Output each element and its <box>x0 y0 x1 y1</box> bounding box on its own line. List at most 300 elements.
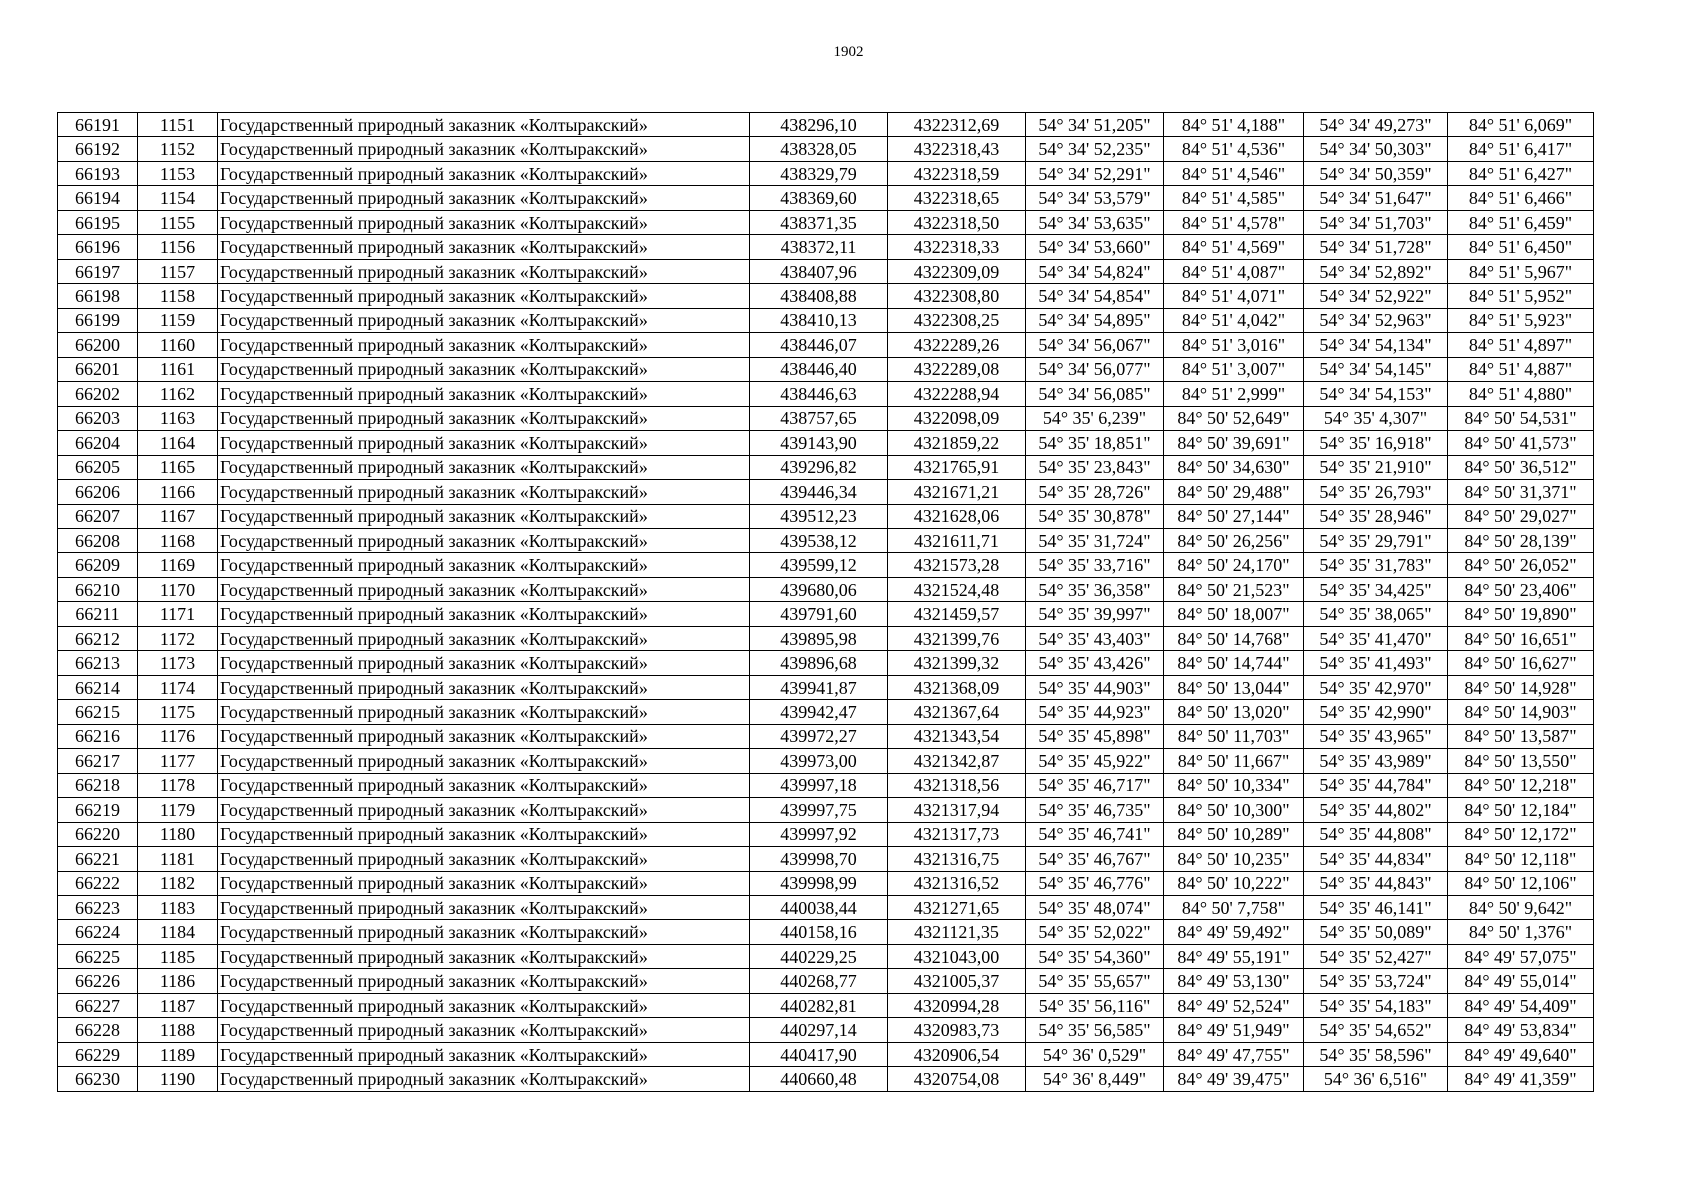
object-name-cell: Государственный природный заказник «Колтыракский» <box>218 1067 750 1091</box>
longitude-2-cell: 84° 50' 12,106" <box>1448 871 1594 895</box>
y-coordinate-cell: 4321399,76 <box>888 626 1026 650</box>
longitude-1-cell: 84° 50' 13,020" <box>1164 700 1304 724</box>
point-number-cell: 1173 <box>138 651 218 675</box>
object-name-cell: Государственный природный заказник «Колтыракский» <box>218 308 750 332</box>
row-number-cell: 66223 <box>58 896 138 920</box>
table-row <box>58 798 1594 822</box>
longitude-1-cell: 84° 50' 10,222" <box>1164 871 1304 895</box>
latitude-1-cell: 54° 35' 18,851" <box>1026 431 1164 455</box>
longitude-1-cell: 84° 50' 13,044" <box>1164 675 1304 699</box>
point-number-cell: 1183 <box>138 896 218 920</box>
row-number-cell: 66217 <box>58 749 138 773</box>
point-number-cell: 1156 <box>138 235 218 259</box>
row-number-cell: 66202 <box>58 382 138 406</box>
longitude-2-cell: 84° 49' 55,014" <box>1448 969 1594 993</box>
latitude-2-cell: 54° 34' 54,153" <box>1304 382 1448 406</box>
y-coordinate-cell: 4321318,56 <box>888 773 1026 797</box>
x-coordinate-cell: 439512,23 <box>750 504 888 528</box>
y-coordinate-cell: 4322318,43 <box>888 137 1026 161</box>
latitude-1-cell: 54° 35' 56,116" <box>1026 993 1164 1017</box>
latitude-1-cell: 54° 35' 30,878" <box>1026 504 1164 528</box>
longitude-2-cell: 84° 50' 19,890" <box>1448 602 1594 626</box>
longitude-1-cell: 84° 50' 52,649" <box>1164 406 1304 430</box>
object-name-cell: Государственный природный заказник «Колтыракский» <box>218 137 750 161</box>
longitude-2-cell: 84° 50' 41,573" <box>1448 431 1594 455</box>
latitude-1-cell: 54° 34' 54,854" <box>1026 284 1164 308</box>
table-row <box>58 969 1594 993</box>
table-row <box>58 431 1594 455</box>
y-coordinate-cell: 4322312,69 <box>888 113 1026 137</box>
point-number-cell: 1185 <box>138 944 218 968</box>
point-number-cell: 1175 <box>138 700 218 724</box>
longitude-1-cell: 84° 49' 59,492" <box>1164 920 1304 944</box>
longitude-2-cell: 84° 50' 14,903" <box>1448 700 1594 724</box>
latitude-1-cell: 54° 34' 53,579" <box>1026 186 1164 210</box>
coordinates-table <box>57 112 1594 1092</box>
longitude-1-cell: 84° 50' 10,289" <box>1164 822 1304 846</box>
row-number-cell: 66196 <box>58 235 138 259</box>
longitude-2-cell: 84° 50' 23,406" <box>1448 577 1594 601</box>
object-name-cell: Государственный природный заказник «Колтыракский» <box>218 431 750 455</box>
latitude-2-cell: 54° 35' 42,990" <box>1304 700 1448 724</box>
object-name-cell: Государственный природный заказник «Колтыракский» <box>218 651 750 675</box>
object-name-cell: Государственный природный заказник «Колтыракский» <box>218 749 750 773</box>
y-coordinate-cell: 4321399,32 <box>888 651 1026 675</box>
row-number-cell: 66225 <box>58 944 138 968</box>
latitude-1-cell: 54° 35' 55,657" <box>1026 969 1164 993</box>
latitude-1-cell: 54° 35' 39,997" <box>1026 602 1164 626</box>
longitude-2-cell: 84° 49' 41,359" <box>1448 1067 1594 1091</box>
longitude-1-cell: 84° 50' 21,523" <box>1164 577 1304 601</box>
row-number-cell: 66214 <box>58 675 138 699</box>
y-coordinate-cell: 4321628,06 <box>888 504 1026 528</box>
x-coordinate-cell: 438372,11 <box>750 235 888 259</box>
x-coordinate-cell: 439538,12 <box>750 528 888 552</box>
latitude-1-cell: 54° 35' 33,716" <box>1026 553 1164 577</box>
object-name-cell: Государственный природный заказник «Колтыракский» <box>218 1018 750 1042</box>
latitude-1-cell: 54° 34' 54,824" <box>1026 259 1164 283</box>
latitude-1-cell: 54° 34' 54,895" <box>1026 308 1164 332</box>
latitude-1-cell: 54° 35' 46,767" <box>1026 847 1164 871</box>
longitude-2-cell: 84° 51' 4,880" <box>1448 382 1594 406</box>
latitude-2-cell: 54° 35' 4,307" <box>1304 406 1448 430</box>
table-row <box>58 749 1594 773</box>
y-coordinate-cell: 4321367,64 <box>888 700 1026 724</box>
longitude-2-cell: 84° 51' 5,967" <box>1448 259 1594 283</box>
y-coordinate-cell: 4321005,37 <box>888 969 1026 993</box>
row-number-cell: 66192 <box>58 137 138 161</box>
latitude-1-cell: 54° 36' 8,449" <box>1026 1067 1164 1091</box>
x-coordinate-cell: 439599,12 <box>750 553 888 577</box>
latitude-1-cell: 54° 35' 48,074" <box>1026 896 1164 920</box>
longitude-1-cell: 84° 50' 7,758" <box>1164 896 1304 920</box>
table-row <box>58 504 1594 528</box>
point-number-cell: 1171 <box>138 602 218 626</box>
x-coordinate-cell: 439896,68 <box>750 651 888 675</box>
latitude-2-cell: 54° 35' 53,724" <box>1304 969 1448 993</box>
point-number-cell: 1158 <box>138 284 218 308</box>
row-number-cell: 66218 <box>58 773 138 797</box>
longitude-1-cell: 84° 50' 11,667" <box>1164 749 1304 773</box>
x-coordinate-cell: 440229,25 <box>750 944 888 968</box>
point-number-cell: 1153 <box>138 161 218 185</box>
row-number-cell: 66199 <box>58 308 138 332</box>
longitude-2-cell: 84° 51' 6,417" <box>1448 137 1594 161</box>
object-name-cell: Государственный природный заказник «Колтыракский» <box>218 357 750 381</box>
object-name-cell: Государственный природный заказник «Колтыракский» <box>218 480 750 504</box>
row-number-cell: 66221 <box>58 847 138 871</box>
latitude-2-cell: 54° 35' 26,793" <box>1304 480 1448 504</box>
object-name-cell: Государственный природный заказник «Колтыракский» <box>218 259 750 283</box>
row-number-cell: 66227 <box>58 993 138 1017</box>
longitude-1-cell: 84° 51' 3,016" <box>1164 333 1304 357</box>
latitude-2-cell: 54° 34' 52,922" <box>1304 284 1448 308</box>
page-number: 1902 <box>833 44 864 60</box>
longitude-1-cell: 84° 49' 52,524" <box>1164 993 1304 1017</box>
point-number-cell: 1151 <box>138 113 218 137</box>
longitude-2-cell: 84° 51' 4,887" <box>1448 357 1594 381</box>
longitude-1-cell: 84° 50' 24,170" <box>1164 553 1304 577</box>
row-number-cell: 66207 <box>58 504 138 528</box>
row-number-cell: 66211 <box>58 602 138 626</box>
longitude-1-cell: 84° 50' 26,256" <box>1164 528 1304 552</box>
longitude-2-cell: 84° 50' 28,139" <box>1448 528 1594 552</box>
y-coordinate-cell: 4321316,52 <box>888 871 1026 895</box>
row-number-cell: 66194 <box>58 186 138 210</box>
point-number-cell: 1152 <box>138 137 218 161</box>
latitude-1-cell: 54° 35' 44,923" <box>1026 700 1164 724</box>
y-coordinate-cell: 4321343,54 <box>888 724 1026 748</box>
x-coordinate-cell: 440038,44 <box>750 896 888 920</box>
object-name-cell: Государственный природный заказник «Колтыракский» <box>218 553 750 577</box>
longitude-2-cell: 84° 50' 14,928" <box>1448 675 1594 699</box>
longitude-1-cell: 84° 49' 53,130" <box>1164 969 1304 993</box>
longitude-2-cell: 84° 50' 54,531" <box>1448 406 1594 430</box>
row-number-cell: 66193 <box>58 161 138 185</box>
latitude-1-cell: 54° 35' 31,724" <box>1026 528 1164 552</box>
table-row <box>58 161 1594 185</box>
latitude-1-cell: 54° 35' 36,358" <box>1026 577 1164 601</box>
point-number-cell: 1186 <box>138 969 218 993</box>
x-coordinate-cell: 439446,34 <box>750 480 888 504</box>
latitude-2-cell: 54° 34' 52,963" <box>1304 308 1448 332</box>
latitude-1-cell: 54° 35' 46,741" <box>1026 822 1164 846</box>
longitude-1-cell: 84° 50' 34,630" <box>1164 455 1304 479</box>
x-coordinate-cell: 439998,70 <box>750 847 888 871</box>
y-coordinate-cell: 4322318,33 <box>888 235 1026 259</box>
point-number-cell: 1162 <box>138 382 218 406</box>
latitude-1-cell: 54° 35' 54,360" <box>1026 944 1164 968</box>
table-row <box>58 724 1594 748</box>
longitude-1-cell: 84° 51' 4,546" <box>1164 161 1304 185</box>
table-row <box>58 333 1594 357</box>
point-number-cell: 1167 <box>138 504 218 528</box>
latitude-1-cell: 54° 35' 52,022" <box>1026 920 1164 944</box>
y-coordinate-cell: 4320994,28 <box>888 993 1026 1017</box>
point-number-cell: 1179 <box>138 798 218 822</box>
x-coordinate-cell: 439997,18 <box>750 773 888 797</box>
longitude-2-cell: 84° 49' 49,640" <box>1448 1042 1594 1066</box>
x-coordinate-cell: 438408,88 <box>750 284 888 308</box>
latitude-2-cell: 54° 34' 54,145" <box>1304 357 1448 381</box>
point-number-cell: 1184 <box>138 920 218 944</box>
y-coordinate-cell: 4322289,08 <box>888 357 1026 381</box>
y-coordinate-cell: 4321316,75 <box>888 847 1026 871</box>
table-row <box>58 920 1594 944</box>
latitude-2-cell: 54° 35' 44,784" <box>1304 773 1448 797</box>
longitude-2-cell: 84° 49' 54,409" <box>1448 993 1594 1017</box>
longitude-2-cell: 84° 50' 13,587" <box>1448 724 1594 748</box>
x-coordinate-cell: 438369,60 <box>750 186 888 210</box>
row-number-cell: 66222 <box>58 871 138 895</box>
row-number-cell: 66208 <box>58 528 138 552</box>
longitude-2-cell: 84° 49' 53,834" <box>1448 1018 1594 1042</box>
longitude-2-cell: 84° 51' 4,897" <box>1448 333 1594 357</box>
object-name-cell: Государственный природный заказник «Колтыракский» <box>218 920 750 944</box>
y-coordinate-cell: 4321317,94 <box>888 798 1026 822</box>
latitude-2-cell: 54° 35' 58,596" <box>1304 1042 1448 1066</box>
y-coordinate-cell: 4321342,87 <box>888 749 1026 773</box>
latitude-1-cell: 54° 34' 52,291" <box>1026 161 1164 185</box>
table-row <box>58 993 1594 1017</box>
latitude-2-cell: 54° 35' 29,791" <box>1304 528 1448 552</box>
latitude-2-cell: 54° 35' 44,808" <box>1304 822 1448 846</box>
longitude-1-cell: 84° 50' 10,300" <box>1164 798 1304 822</box>
x-coordinate-cell: 440282,81 <box>750 993 888 1017</box>
point-number-cell: 1166 <box>138 480 218 504</box>
object-name-cell: Государственный природный заказник «Колтыракский» <box>218 210 750 234</box>
x-coordinate-cell: 439895,98 <box>750 626 888 650</box>
y-coordinate-cell: 4321317,73 <box>888 822 1026 846</box>
x-coordinate-cell: 440417,90 <box>750 1042 888 1066</box>
latitude-2-cell: 54° 34' 51,728" <box>1304 235 1448 259</box>
latitude-1-cell: 54° 34' 51,205" <box>1026 113 1164 137</box>
y-coordinate-cell: 4320754,08 <box>888 1067 1026 1091</box>
latitude-2-cell: 54° 34' 50,359" <box>1304 161 1448 185</box>
object-name-cell: Государственный природный заказник «Колтыракский» <box>218 455 750 479</box>
latitude-2-cell: 54° 35' 41,470" <box>1304 626 1448 650</box>
table-row <box>58 675 1594 699</box>
x-coordinate-cell: 438446,07 <box>750 333 888 357</box>
latitude-2-cell: 54° 35' 54,183" <box>1304 993 1448 1017</box>
longitude-1-cell: 84° 49' 47,755" <box>1164 1042 1304 1066</box>
row-number-cell: 66197 <box>58 259 138 283</box>
x-coordinate-cell: 440660,48 <box>750 1067 888 1091</box>
point-number-cell: 1180 <box>138 822 218 846</box>
x-coordinate-cell: 439143,90 <box>750 431 888 455</box>
object-name-cell: Государственный природный заказник «Колтыракский» <box>218 871 750 895</box>
y-coordinate-cell: 4321043,00 <box>888 944 1026 968</box>
point-number-cell: 1165 <box>138 455 218 479</box>
point-number-cell: 1181 <box>138 847 218 871</box>
latitude-1-cell: 54° 34' 52,235" <box>1026 137 1164 161</box>
x-coordinate-cell: 438410,13 <box>750 308 888 332</box>
object-name-cell: Государственный природный заказник «Колтыракский» <box>218 944 750 968</box>
latitude-2-cell: 54° 35' 42,970" <box>1304 675 1448 699</box>
y-coordinate-cell: 4321271,65 <box>888 896 1026 920</box>
y-coordinate-cell: 4322318,59 <box>888 161 1026 185</box>
latitude-1-cell: 54° 34' 53,660" <box>1026 235 1164 259</box>
x-coordinate-cell: 438371,35 <box>750 210 888 234</box>
x-coordinate-cell: 439997,92 <box>750 822 888 846</box>
row-number-cell: 66215 <box>58 700 138 724</box>
longitude-1-cell: 84° 49' 39,475" <box>1164 1067 1304 1091</box>
point-number-cell: 1176 <box>138 724 218 748</box>
y-coordinate-cell: 4321121,35 <box>888 920 1026 944</box>
longitude-2-cell: 84° 51' 6,450" <box>1448 235 1594 259</box>
latitude-1-cell: 54° 35' 43,403" <box>1026 626 1164 650</box>
y-coordinate-cell: 4322318,50 <box>888 210 1026 234</box>
table-row <box>58 1042 1594 1066</box>
point-number-cell: 1177 <box>138 749 218 773</box>
object-name-cell: Государственный природный заказник «Колтыракский» <box>218 847 750 871</box>
longitude-2-cell: 84° 49' 57,075" <box>1448 944 1594 968</box>
table-row <box>58 259 1594 283</box>
x-coordinate-cell: 439296,82 <box>750 455 888 479</box>
point-number-cell: 1189 <box>138 1042 218 1066</box>
x-coordinate-cell: 439941,87 <box>750 675 888 699</box>
table-row <box>58 455 1594 479</box>
object-name-cell: Государственный природный заказник «Колтыракский» <box>218 602 750 626</box>
longitude-1-cell: 84° 51' 4,536" <box>1164 137 1304 161</box>
object-name-cell: Государственный природный заказник «Колтыракский» <box>218 333 750 357</box>
table-row <box>58 896 1594 920</box>
y-coordinate-cell: 4320906,54 <box>888 1042 1026 1066</box>
table-row <box>58 871 1594 895</box>
longitude-1-cell: 84° 50' 39,691" <box>1164 431 1304 455</box>
x-coordinate-cell: 439997,75 <box>750 798 888 822</box>
latitude-2-cell: 54° 35' 34,425" <box>1304 577 1448 601</box>
point-number-cell: 1170 <box>138 577 218 601</box>
row-number-cell: 66228 <box>58 1018 138 1042</box>
table-body <box>58 113 1594 1092</box>
latitude-2-cell: 54° 35' 44,802" <box>1304 798 1448 822</box>
y-coordinate-cell: 4321859,22 <box>888 431 1026 455</box>
latitude-2-cell: 54° 34' 54,134" <box>1304 333 1448 357</box>
y-coordinate-cell: 4321459,57 <box>888 602 1026 626</box>
point-number-cell: 1188 <box>138 1018 218 1042</box>
table-row <box>58 1018 1594 1042</box>
object-name-cell: Государственный природный заказник «Колтыракский» <box>218 528 750 552</box>
object-name-cell: Государственный природный заказник «Колтыракский» <box>218 235 750 259</box>
longitude-2-cell: 84° 50' 16,627" <box>1448 651 1594 675</box>
object-name-cell: Государственный природный заказник «Колтыракский» <box>218 724 750 748</box>
y-coordinate-cell: 4322288,94 <box>888 382 1026 406</box>
longitude-1-cell: 84° 50' 29,488" <box>1164 480 1304 504</box>
x-coordinate-cell: 438446,63 <box>750 382 888 406</box>
row-number-cell: 66206 <box>58 480 138 504</box>
x-coordinate-cell: 440158,16 <box>750 920 888 944</box>
longitude-1-cell: 84° 51' 4,087" <box>1164 259 1304 283</box>
object-name-cell: Государственный природный заказник «Колтыракский» <box>218 798 750 822</box>
row-number-cell: 66229 <box>58 1042 138 1066</box>
table-row <box>58 113 1594 137</box>
point-number-cell: 1154 <box>138 186 218 210</box>
table-row <box>58 944 1594 968</box>
x-coordinate-cell: 439998,99 <box>750 871 888 895</box>
longitude-1-cell: 84° 51' 3,007" <box>1164 357 1304 381</box>
latitude-2-cell: 54° 35' 21,910" <box>1304 455 1448 479</box>
point-number-cell: 1174 <box>138 675 218 699</box>
longitude-2-cell: 84° 50' 12,118" <box>1448 847 1594 871</box>
object-name-cell: Государственный природный заказник «Колтыракский» <box>218 700 750 724</box>
y-coordinate-cell: 4322289,26 <box>888 333 1026 357</box>
table-row <box>58 553 1594 577</box>
table-row <box>58 357 1594 381</box>
object-name-cell: Государственный природный заказник «Колтыракский» <box>218 113 750 137</box>
row-number-cell: 66226 <box>58 969 138 993</box>
latitude-2-cell: 54° 35' 28,946" <box>1304 504 1448 528</box>
table-row <box>58 210 1594 234</box>
y-coordinate-cell: 4322318,65 <box>888 186 1026 210</box>
y-coordinate-cell: 4321368,09 <box>888 675 1026 699</box>
longitude-2-cell: 84° 50' 1,376" <box>1448 920 1594 944</box>
x-coordinate-cell: 438757,65 <box>750 406 888 430</box>
latitude-1-cell: 54° 34' 56,067" <box>1026 333 1164 357</box>
object-name-cell: Государственный природный заказник «Колтыракский» <box>218 773 750 797</box>
latitude-1-cell: 54° 35' 45,922" <box>1026 749 1164 773</box>
table-row <box>58 235 1594 259</box>
table-row <box>58 382 1594 406</box>
latitude-1-cell: 54° 35' 46,717" <box>1026 773 1164 797</box>
latitude-2-cell: 54° 35' 31,783" <box>1304 553 1448 577</box>
object-name-cell: Государственный природный заказник «Колтыракский» <box>218 993 750 1017</box>
row-number-cell: 66212 <box>58 626 138 650</box>
object-name-cell: Государственный природный заказник «Колтыракский» <box>218 675 750 699</box>
point-number-cell: 1187 <box>138 993 218 1017</box>
x-coordinate-cell: 440268,77 <box>750 969 888 993</box>
object-name-cell: Государственный природный заказник «Колтыракский» <box>218 284 750 308</box>
latitude-2-cell: 54° 34' 49,273" <box>1304 113 1448 137</box>
object-name-cell: Государственный природный заказник «Колтыракский» <box>218 896 750 920</box>
y-coordinate-cell: 4322098,09 <box>888 406 1026 430</box>
table-row <box>58 137 1594 161</box>
longitude-2-cell: 84° 51' 5,923" <box>1448 308 1594 332</box>
object-name-cell: Государственный природный заказник «Колтыракский» <box>218 1042 750 1066</box>
longitude-1-cell: 84° 51' 4,569" <box>1164 235 1304 259</box>
x-coordinate-cell: 438446,40 <box>750 357 888 381</box>
point-number-cell: 1157 <box>138 259 218 283</box>
latitude-1-cell: 54° 35' 6,239" <box>1026 406 1164 430</box>
object-name-cell: Государственный природный заказник «Колтыракский» <box>218 577 750 601</box>
longitude-2-cell: 84° 51' 6,427" <box>1448 161 1594 185</box>
x-coordinate-cell: 438329,79 <box>750 161 888 185</box>
row-number-cell: 66219 <box>58 798 138 822</box>
y-coordinate-cell: 4322308,25 <box>888 308 1026 332</box>
row-number-cell: 66209 <box>58 553 138 577</box>
point-number-cell: 1160 <box>138 333 218 357</box>
row-number-cell: 66230 <box>58 1067 138 1091</box>
x-coordinate-cell: 440297,14 <box>750 1018 888 1042</box>
latitude-2-cell: 54° 35' 43,965" <box>1304 724 1448 748</box>
object-name-cell: Государственный природный заказник «Колтыракский» <box>218 969 750 993</box>
latitude-2-cell: 54° 35' 46,141" <box>1304 896 1448 920</box>
y-coordinate-cell: 4321671,21 <box>888 480 1026 504</box>
table-row <box>58 480 1594 504</box>
longitude-2-cell: 84° 50' 12,172" <box>1448 822 1594 846</box>
latitude-1-cell: 54° 36' 0,529" <box>1026 1042 1164 1066</box>
longitude-1-cell: 84° 50' 10,334" <box>1164 773 1304 797</box>
latitude-1-cell: 54° 35' 28,726" <box>1026 480 1164 504</box>
longitude-1-cell: 84° 50' 10,235" <box>1164 847 1304 871</box>
y-coordinate-cell: 4322309,09 <box>888 259 1026 283</box>
x-coordinate-cell: 439973,00 <box>750 749 888 773</box>
longitude-1-cell: 84° 50' 11,703" <box>1164 724 1304 748</box>
row-number-cell: 66204 <box>58 431 138 455</box>
latitude-2-cell: 54° 35' 52,427" <box>1304 944 1448 968</box>
longitude-2-cell: 84° 51' 5,952" <box>1448 284 1594 308</box>
table-row <box>58 773 1594 797</box>
